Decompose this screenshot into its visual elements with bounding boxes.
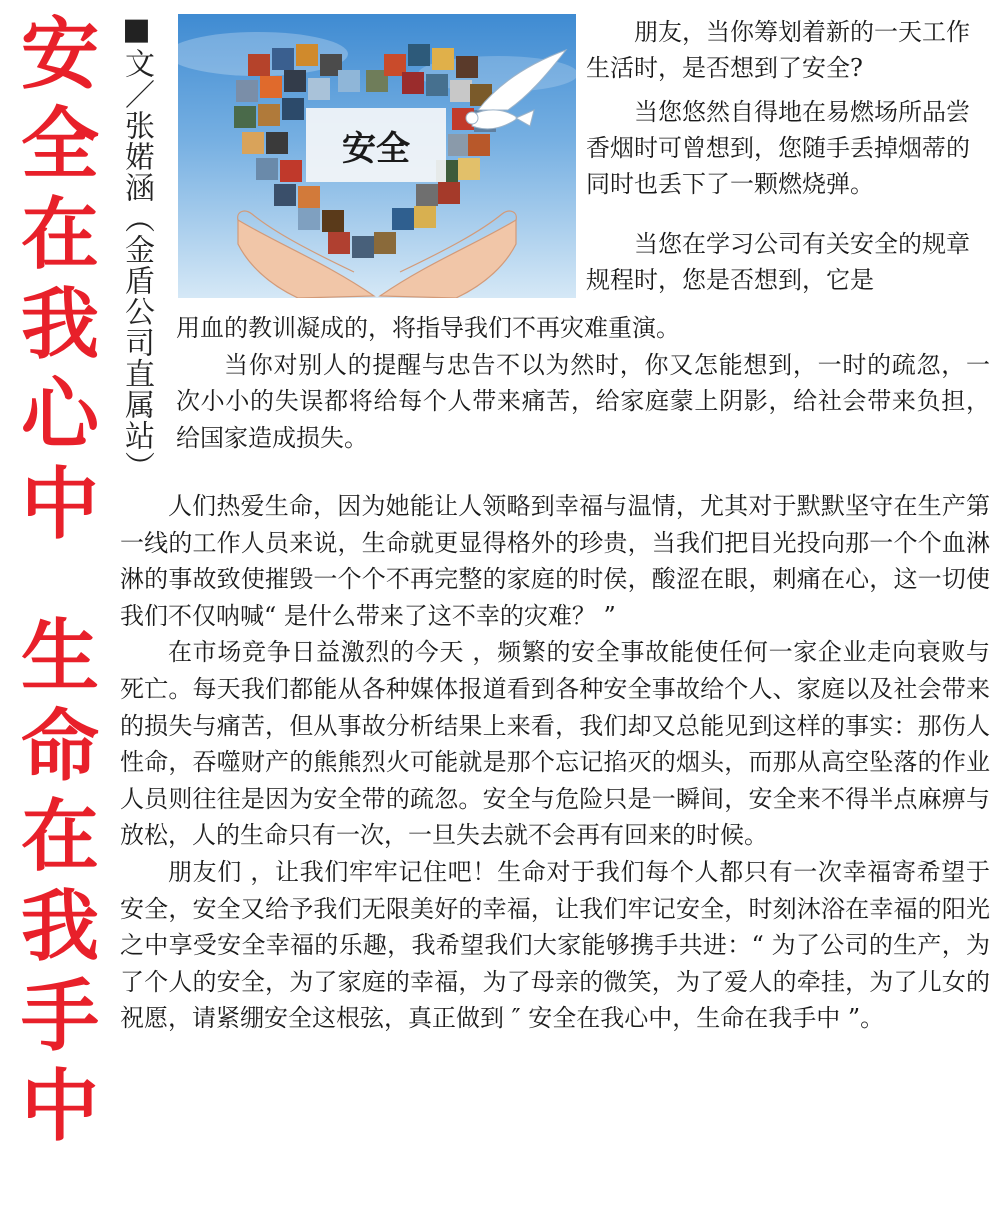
safety-illustration: [178, 14, 576, 298]
paragraph: 当您在学习公司有关安全的规章规程时，您是否想到，它是: [586, 230, 970, 294]
headline-char: 中: [20, 460, 99, 550]
paragraph: 朋友们 ，让我们牢牢记住吧！生命对于我们每个人都只有一次幸福寄希望于安全，安全又给予我们无限美好的幸福，让我们牢记安全，时刻沐浴在幸福的阳光之中享受安全幸福的乐趣，我希望我们大家能够携手共进：“ 为了公司的生产，为了个人的安全，为了家庭的幸福，为了母亲的微笑，为了爱人的牵挂，为了儿女的祝愿，请紧绷安全这根弦，真正做到 ″ 安全在我心中，生命在我手中 ”。: [120, 857, 990, 1033]
paragraph: 人们热爱生命，因为她能让人领略到幸福与温情，尤其对于默默坚守在生产第一线的工作人员来说，生命就更显得格外的珍贵，当我们把目光投向那一个个血淋淋的事故致使摧毁一个个不再完整的家庭的时侯，酸涩在眼，刺痛在心，这一切使我们不仅呐喊“ 是什么带来了这不幸的灾难？ ”: [120, 492, 990, 630]
headline-char: 中: [20, 1062, 99, 1152]
headline-char: 在: [20, 792, 99, 882]
paragraph: 当你对别人的提醒与忠告不以为然时，你又怎能想到，一时的疏忽，一次小小的失误都将给每个人带来痛苦，给家庭蒙上阴影，给社会带来负担，给国家造成损失。: [176, 350, 990, 452]
headline-char: 我: [20, 882, 99, 972]
article-body-upper: [176, 310, 990, 456]
headline-char: 在: [20, 190, 99, 280]
paragraph: 朋友，当你筹划着新的一天工作生活时，是否想到了安全?: [586, 18, 970, 82]
paragraph: 用血的教训凝成的，将指导我们不再灾难重演。: [176, 314, 680, 342]
photo-caption: 安全: [342, 129, 410, 169]
headline-char: 全: [20, 100, 99, 190]
headline-char: 生: [20, 612, 99, 702]
headline-char: 手: [20, 972, 99, 1062]
paragraph: 在市场竞争日益激烈的今天 ，频繁的安全事故能使任何一家企业走向衰败与死亡。每天我们都能从各种媒体报道看到各种安全事故给个人、家庭以及社会带来的损失与痛苦，但从事故分析结果上来看，我们却又总能见到这样的事实：那伤人性命，吞噬财产的熊熊烈火可能就是那个忘记掐灭的烟头，而那从高空坠落的作业人员则往往是因为安全带的疏忽。安全与危险只是一瞬间，安全来不得半点麻痹与放松，人的生命只有一次，一旦失去就不会再有回来的时候。: [120, 638, 990, 850]
hands-heart-dove-icon: [178, 14, 576, 298]
headline-char: 命: [20, 702, 99, 792]
paragraph: 当您悠然自得地在易燃场所品尝香烟时可曾想到，您随手丢掉烟蒂的同时也丢下了一颗燃烧弹。: [586, 98, 970, 198]
headline-char: 安: [20, 10, 99, 100]
headline-char: 我: [20, 280, 99, 370]
headline-char: 心: [20, 370, 99, 460]
article-body-lower: [120, 488, 990, 1037]
headline: [8, 10, 112, 1152]
byline: ■文／张婼涵（金盾公司直属站）: [119, 12, 154, 482]
